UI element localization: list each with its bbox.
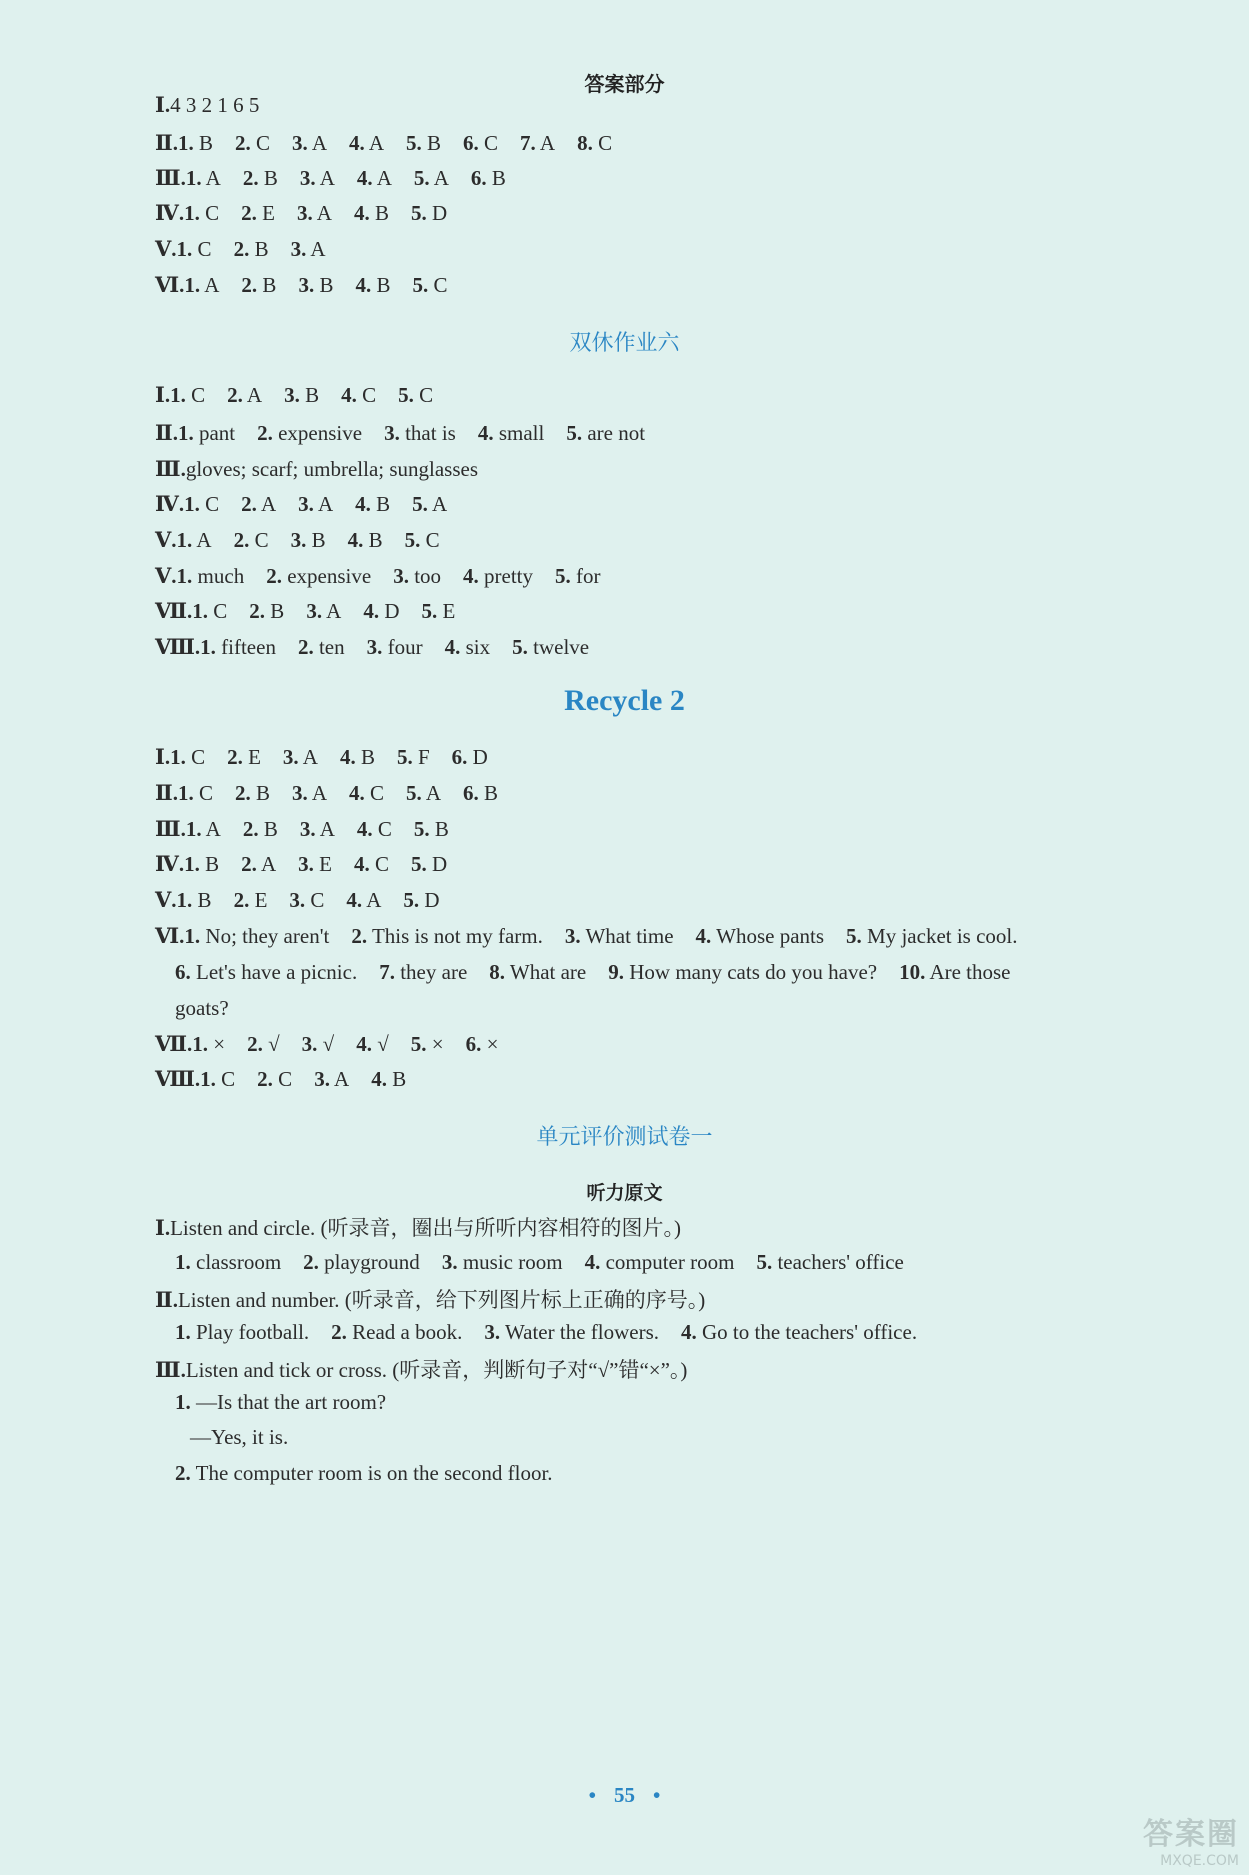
answer-item: 3. A	[296, 201, 332, 225]
answer-item: 6. D	[451, 745, 488, 769]
answer-item: 3. Water the flowers.	[484, 1320, 660, 1344]
answer-item: 1. No; they aren't	[184, 924, 330, 948]
answer-item: 3. A	[291, 131, 327, 155]
answer-item: 5. D	[410, 201, 448, 225]
answer-item: 5. for	[555, 564, 601, 588]
question-number: Ⅶ.	[155, 1032, 193, 1056]
answer-row	[155, 420, 645, 446]
answer-item: 3. C	[289, 888, 325, 912]
answer-item: 2. playground	[303, 1250, 420, 1274]
answer-row	[175, 960, 1011, 985]
answer-item: 1. B	[184, 852, 220, 876]
answer-item: 2. B	[241, 273, 277, 297]
answer-item: 1. C	[200, 1067, 236, 1091]
answer-item: 4. C	[341, 383, 377, 407]
answer-item: Listen and circle. (听录音，圈出与所听内容相符的图片。)	[170, 1216, 681, 1240]
answer-item: 5. C	[398, 383, 434, 407]
answer-item: 4. Go to the teachers' office.	[681, 1320, 918, 1344]
subheading-listening-script: 听力原文	[586, 1182, 663, 1204]
answer-row	[155, 272, 447, 298]
answer-item: 5. are not	[566, 421, 646, 445]
answer-row	[155, 491, 447, 517]
answer-row	[155, 165, 506, 191]
answer-item: 1. C	[192, 599, 228, 623]
answer-item: 4. computer room	[584, 1250, 735, 1274]
answer-row	[155, 1031, 498, 1057]
answer-item: 1. pant	[177, 421, 236, 445]
answer-item: 5. C	[412, 273, 448, 297]
answer-item: 4. B	[339, 745, 375, 769]
answer-item: Listen and tick or cross. (听录音，判断句子对“√”错“×”。)	[185, 1358, 688, 1382]
answer-item: 3. √	[301, 1032, 335, 1056]
answer-item: 3. A	[299, 166, 335, 190]
answer-item: 5. D	[403, 888, 440, 912]
answer-item: 4. A	[356, 166, 392, 190]
question-number: Ⅱ.	[155, 131, 178, 155]
answer-row	[155, 130, 612, 156]
question-number: Ⅴ.	[155, 237, 177, 261]
answer-item: 8. C	[577, 131, 613, 155]
answer-item: 1. C	[184, 201, 220, 225]
answer-item: 4. A	[346, 888, 382, 912]
answer-row	[155, 634, 589, 660]
answer-row	[155, 456, 478, 482]
answer-row	[155, 1284, 705, 1314]
answer-item: 1. fifteen	[200, 635, 276, 659]
question-number: Ⅳ.	[155, 852, 185, 876]
question-number: Ⅰ.	[155, 93, 171, 117]
answer-item: 2. E	[241, 201, 275, 225]
answer-item: 3. A	[291, 781, 327, 805]
answer-item: 5. A	[406, 781, 442, 805]
answer-item: 2. C	[234, 131, 270, 155]
answer-item: goats?	[175, 996, 229, 1020]
answer-item: 2. B	[233, 237, 269, 261]
answer-row	[175, 996, 229, 1021]
question-number: Ⅲ.	[155, 457, 186, 481]
answer-row	[175, 1390, 386, 1415]
answer-item: 1. C	[177, 781, 213, 805]
answer-item: 3. four	[366, 635, 423, 659]
answer-item: 3. that is	[384, 421, 456, 445]
answer-item: 2. The computer room is on the second floor.	[175, 1461, 553, 1485]
answer-item: 6. ×	[465, 1032, 499, 1056]
answer-row	[155, 200, 447, 226]
answer-item: 4. C	[353, 852, 389, 876]
answer-item: 3. A	[314, 1067, 350, 1091]
answer-item: 1. B	[176, 888, 212, 912]
answer-item: 4. D	[363, 599, 400, 623]
answer-item: 4. C	[356, 817, 392, 841]
answer-item: 2. B	[242, 166, 278, 190]
question-number: Ⅲ.	[155, 166, 186, 190]
answer-row	[155, 92, 259, 118]
answer-row	[155, 382, 433, 408]
answer-item: 1. A	[185, 166, 221, 190]
answer-item: 2. expensive	[257, 421, 363, 445]
answer-row	[175, 1320, 917, 1345]
answer-item: gloves; scarf; umbrella; sunglasses	[185, 457, 479, 481]
answer-item: 5. B	[413, 817, 449, 841]
answer-item: 5. F	[396, 745, 430, 769]
answer-item: 5. twelve	[512, 635, 590, 659]
answer-row	[155, 527, 440, 553]
answer-item: 4. six	[444, 635, 491, 659]
page-number: • 55 •	[588, 1783, 661, 1807]
answer-item: 1. C	[170, 745, 206, 769]
answer-item: 4. B	[371, 1067, 407, 1091]
answer-item: 5. A	[413, 166, 449, 190]
question-number: Ⅷ.	[155, 635, 201, 659]
answer-item: 6. Let's have a picnic.	[175, 960, 358, 984]
answer-item: 1. C	[170, 383, 206, 407]
answer-item: 1. B	[177, 131, 213, 155]
answer-row	[155, 1212, 681, 1242]
answer-item: 5. B	[406, 131, 442, 155]
question-number: Ⅱ.	[155, 1288, 178, 1312]
answer-item: 5. teachers' office	[756, 1250, 904, 1274]
answer-item: 5. My jacket is cool.	[846, 924, 1018, 948]
answer-item: 4. small	[477, 421, 545, 445]
answer-row	[155, 744, 488, 770]
answer-item: 5. A	[412, 492, 448, 516]
answer-item: 3. B	[284, 383, 320, 407]
page-title: 答案部分	[584, 72, 665, 96]
answer-item: 10. Are those	[899, 960, 1011, 984]
question-number: Ⅲ.	[155, 1358, 186, 1382]
answer-item: 3. B	[298, 273, 334, 297]
answer-row	[155, 1354, 687, 1384]
answer-item: 1. ×	[192, 1032, 226, 1056]
answer-item: 1. A	[184, 273, 220, 297]
answer-item: 3. too	[393, 564, 442, 588]
answer-item: 1. classroom	[175, 1250, 282, 1274]
answer-row	[175, 1250, 904, 1275]
answer-item: 4. pretty	[463, 564, 534, 588]
answer-item: 3. music room	[441, 1250, 563, 1274]
answer-item: 3. What time	[564, 924, 674, 948]
answer-row	[155, 563, 601, 589]
answer-item: 1. Play football.	[175, 1320, 310, 1344]
question-number: Ⅴ.	[155, 888, 177, 912]
answer-item: 2. E	[233, 888, 268, 912]
answer-row	[155, 816, 449, 842]
answer-item: 3. A	[299, 817, 335, 841]
answer-item: 4 3 2 1 6 5	[170, 93, 260, 117]
answer-item: 7. they are	[379, 960, 468, 984]
answer-item: 6. C	[463, 131, 499, 155]
answer-item: 1. A	[185, 817, 221, 841]
answer-item: 3. A	[290, 237, 326, 261]
question-number: Ⅰ.	[155, 383, 171, 407]
answer-item: 2. Read a book.	[331, 1320, 463, 1344]
answer-row	[190, 1425, 288, 1450]
answer-item: 4. B	[353, 201, 389, 225]
answer-item: 9. How many cats do you have?	[608, 960, 878, 984]
answer-row	[155, 598, 455, 624]
answer-item: 1. C	[176, 237, 212, 261]
answer-item: 4. A	[349, 131, 385, 155]
watermark-logo: 答案圈 MXQE.COM	[1143, 1817, 1239, 1869]
answer-item: 4. C	[349, 781, 385, 805]
question-number: Ⅳ.	[155, 201, 185, 225]
answer-item: 7. A	[520, 131, 556, 155]
answer-item: 2. √	[247, 1032, 280, 1056]
answer-item: 5. C	[404, 528, 440, 552]
answer-item: 3. A	[298, 492, 334, 516]
answer-row	[155, 851, 447, 877]
answer-row	[155, 923, 1018, 949]
answer-item: 1. —Is that the art room?	[175, 1390, 387, 1414]
answer-item: 1. much	[176, 564, 245, 588]
answer-item: 6. B	[463, 781, 499, 805]
answer-item: 4. B	[355, 492, 391, 516]
answer-row	[175, 1461, 553, 1486]
answer-item: 6. B	[470, 166, 506, 190]
question-number: Ⅱ.	[155, 781, 178, 805]
question-number: Ⅰ.	[155, 745, 171, 769]
section-heading-recycle: Recycle 2	[564, 684, 685, 717]
question-number: Ⅷ.	[155, 1067, 201, 1091]
section-heading-weekend-homework: 双休作业六	[569, 331, 680, 356]
answer-item: 2. E	[227, 745, 261, 769]
answer-item: 4. √	[356, 1032, 389, 1056]
answer-item: 2. B	[242, 817, 278, 841]
answer-item: 4. B	[355, 273, 391, 297]
answer-item: —Yes, it is.	[190, 1425, 289, 1449]
answer-item: 3. A	[282, 745, 318, 769]
answer-item: 2. expensive	[266, 564, 372, 588]
answer-item: 2. A	[241, 852, 277, 876]
answer-item: 2. B	[249, 599, 285, 623]
question-number: Ⅳ.	[155, 492, 185, 516]
answer-item: 1. A	[176, 528, 212, 552]
question-number: Ⅴ.	[155, 564, 177, 588]
section-heading-unit-test: 单元评价测试卷一	[536, 1125, 713, 1150]
answer-item: 2. ten	[297, 635, 345, 659]
answer-item: 3. A	[306, 599, 342, 623]
question-number: Ⅰ.	[155, 1216, 171, 1240]
answer-row	[155, 236, 326, 262]
answer-row	[155, 1066, 406, 1092]
answer-item: 8. What are	[489, 960, 587, 984]
answer-item: 2. C	[257, 1067, 293, 1091]
answer-item: 2. C	[233, 528, 269, 552]
answer-item: 2. A	[227, 383, 263, 407]
answer-item: 4. B	[347, 528, 383, 552]
answer-row	[155, 780, 498, 806]
answer-item: 5. ×	[410, 1032, 444, 1056]
answer-item: 2. A	[241, 492, 277, 516]
question-number: Ⅶ.	[155, 599, 193, 623]
answer-item: 3. E	[298, 852, 332, 876]
question-number: Ⅵ.	[155, 273, 185, 297]
answer-item: 5. E	[421, 599, 456, 623]
question-number: Ⅲ.	[155, 817, 186, 841]
question-number: Ⅵ.	[155, 924, 185, 948]
answer-item: 5. D	[410, 852, 448, 876]
answer-item: Listen and number. (听录音，给下列图片标上正确的序号。)	[177, 1288, 706, 1312]
answer-item: 2. B	[234, 781, 270, 805]
answer-item: 1. C	[184, 492, 220, 516]
answer-item: 2. This is not my farm.	[351, 924, 543, 948]
question-number: Ⅱ.	[155, 421, 178, 445]
answer-row	[155, 887, 440, 913]
answer-item: 3. B	[290, 528, 326, 552]
question-number: Ⅴ.	[155, 528, 177, 552]
answer-item: 4. Whose pants	[695, 924, 825, 948]
